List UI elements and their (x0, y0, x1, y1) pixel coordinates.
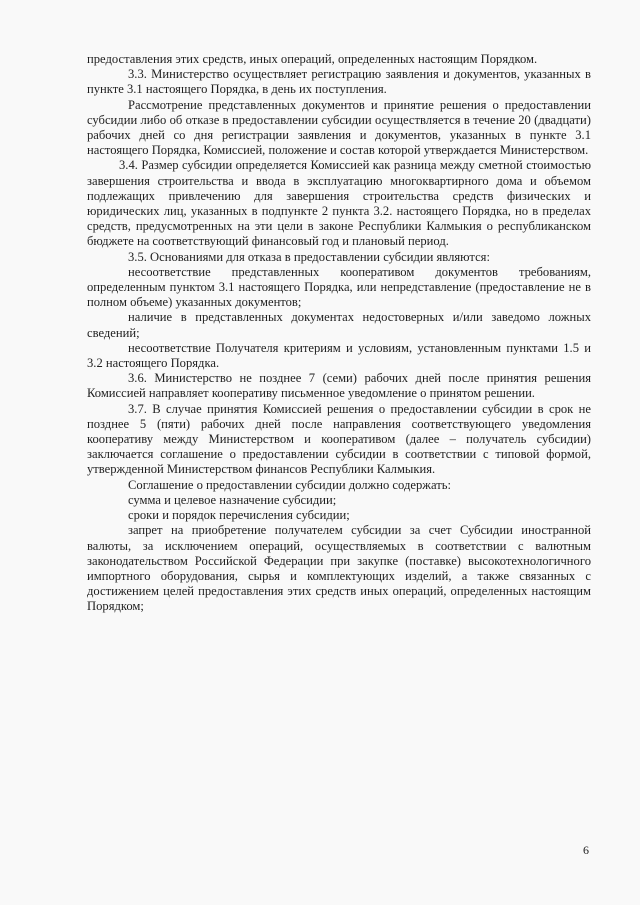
refusal-item-3: несоответствие Получателя критериям и условиям, установленным пунктами 1.5 и 3.2 настоящего Порядка. (87, 340, 591, 371)
refusal-item-2: наличие в представленных документах недостоверных и/или заведомо ложных сведений; (87, 310, 591, 340)
paragraph-3-7: 3.7. В случае принятия Комиссией решения о предоставлении субсидии в срок не позднее 5 (пяти) рабочих дней после направления соответствующего уведомления кооперативу между Министерством и кооперативом (далее – получатель субсидии) заключается соглашение о предоставлении субсидии в соответствии с типовой формой, утвержденной Министерством финансов Республики Калмыкия. (87, 401, 591, 477)
agreement-item-2: сроки и порядок перечисления субсидии; (128, 508, 350, 523)
agreement-intro: Соглашение о предоставлении субсидии должно содержать: (128, 477, 451, 492)
paragraph-3-4: 3.4. Размер субсидии определяется Комиссией как разница между сметной стоимостью завершения строительства и ввода в эксплуатацию многоквартирного дома и объемом подлежащих привлечению для завершения строительства средств физических и юридических лиц, указанных в подпункте 2 пункта 3.2. настоящего Порядка, но в пределах средств, предусмотренных на эти цели в законе Республики Калмыкия о республиканском бюджете на соответствующий финансовый год и плановый период. (87, 158, 591, 249)
paragraph-3-3: 3.3. Министерство осуществляет регистрацию заявления и документов, указанных в пункте 3.1 настоящего Порядка, в день их поступления. (87, 67, 591, 97)
agreement-item-1: сумма и целевое назначение субсидии; (128, 492, 337, 507)
refusal-item-1: несоответствие представленных кооперативом документов требованиям, определенным пунктом 3.1 настоящего Порядка, или непредставление (предоставление не в полном объеме) указанных документов; (87, 264, 591, 310)
paragraph-3-5: 3.5. Основаниями для отказа в предоставлении субсидии являются: (128, 249, 490, 264)
paragraph-review: Рассмотрение представленных документов и принятие решения о предоставлении субсидии либо об отказе в предоставлении субсидии осуществляется в течение 20 (двадцати) рабочих дней со дня регистрации заявления и документов, указанных в пункте 3.1 настоящего Порядка, Комиссией, положение и состав которой утверждается Министерством. (87, 97, 591, 158)
agreement-item-3: запрет на приобретение получателем субсидии за счет Субсидии иностранной валюты, за исключением операций, осуществляемых в соответствии с валютным законодательством Российской Федерации при закупке (поставке) высокотехнологичного импортного оборудования, сырья и комплектующих изделий, а также связанных с достижением целей предоставления этих средств иных операций, определенных настоящим Порядком; (87, 523, 591, 614)
paragraph-3-6: 3.6. Министерство не позднее 7 (семи) рабочих дней после принятия решения Комиссией направляет кооперативу письменное уведомление о принятом решении. (87, 371, 591, 401)
document-body (87, 52, 591, 615)
page-number: 6 (583, 843, 589, 857)
paragraph-continuation: предоставления этих средств, иных операций, определенных настоящим Порядком. (87, 52, 538, 66)
